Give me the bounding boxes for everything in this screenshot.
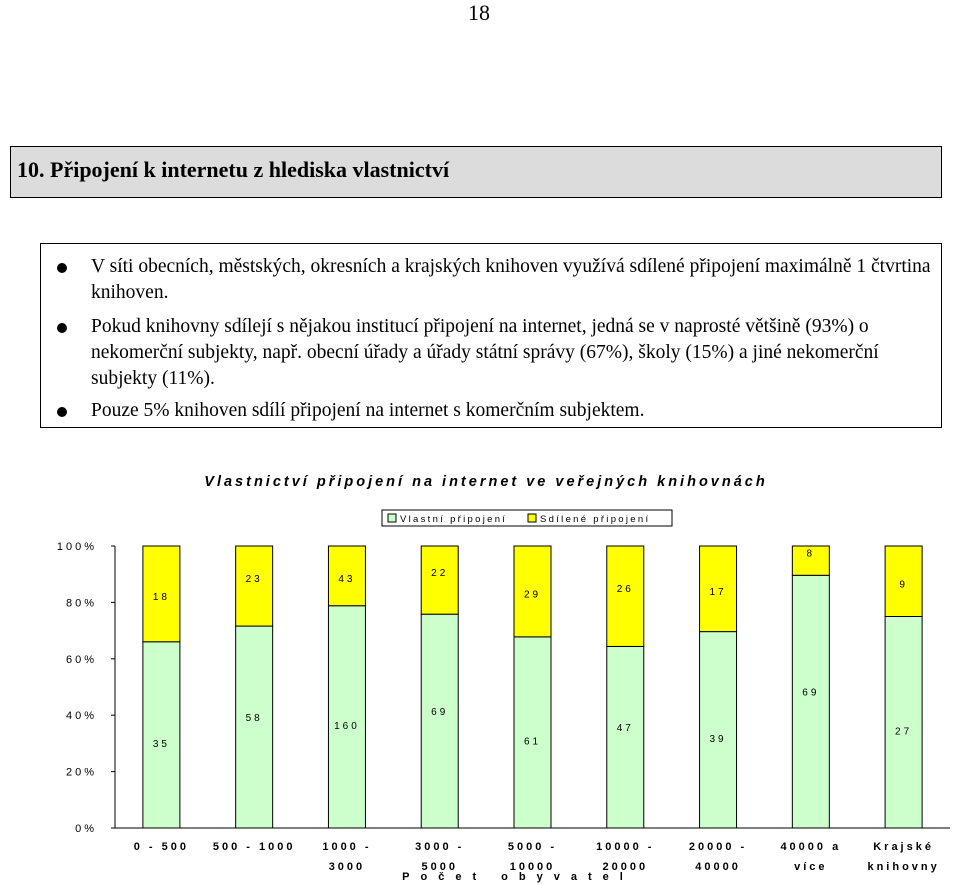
x-tick-label: 3000 - bbox=[415, 841, 465, 853]
bar-own bbox=[328, 606, 365, 828]
x-tick-label: 5000 - bbox=[507, 841, 558, 853]
y-tick-label: 80% bbox=[65, 597, 97, 610]
bar-own bbox=[700, 632, 737, 828]
x-tick-label: Krajské bbox=[873, 841, 934, 853]
legend-label: Vlastní připojení bbox=[400, 514, 508, 525]
bar-own bbox=[792, 575, 829, 828]
section-heading: 10. Připojení k internetu z hlediska vlastnictví bbox=[17, 157, 450, 182]
data-label-shared: 29 bbox=[523, 589, 542, 601]
legend-swatch bbox=[528, 514, 536, 522]
bar-shared bbox=[421, 546, 458, 614]
data-label-own: 47 bbox=[616, 723, 634, 735]
bar-shared bbox=[607, 546, 644, 646]
x-tick-label: 10000 - bbox=[596, 841, 655, 853]
bullet-icon bbox=[57, 407, 67, 417]
bullet-icon bbox=[57, 263, 67, 273]
bullet-text: V síti obecních, městských, okresních a krajských knihoven využívá sdílené připojení maximálně 1 čtvrtina knihoven. bbox=[91, 256, 931, 303]
y-tick-label: 40% bbox=[65, 710, 97, 723]
data-label-shared: 18 bbox=[152, 591, 170, 603]
legend-label: Sdílené připojení bbox=[540, 514, 651, 525]
bullet-text: Pokud knihovny sdílejí s nějakou institucí připojení na internet, jedná se v naprosté většině (93%) o nekomerční subjekty, např. obecní úřady a úřady státní správy (67%), školy (15%) a jiné nekomerční subjekty (11%). bbox=[91, 316, 879, 389]
data-label-own: 69 bbox=[431, 707, 449, 719]
x-tick-label: 1000 - bbox=[322, 841, 372, 853]
ownership-chart bbox=[0, 440, 960, 885]
data-label-own: 35 bbox=[152, 738, 170, 750]
section-heading-box bbox=[10, 146, 942, 198]
data-label-shared: 26 bbox=[616, 584, 634, 596]
bar-own bbox=[607, 646, 644, 828]
legend-swatch bbox=[388, 514, 396, 522]
data-label-own: 160 bbox=[334, 720, 360, 732]
data-label-own: 61 bbox=[523, 736, 542, 748]
x-tick-label: 500 - 1000 bbox=[212, 841, 296, 853]
bullet-list bbox=[40, 243, 942, 428]
chart-title: Vlastnictví připojení na internet ve veřejných knihovnách bbox=[204, 474, 768, 490]
bullet-text: Pouze 5% knihoven sdílí připojení na internet s komerčním subjektem. bbox=[91, 400, 645, 421]
x-tick-label: 20000 - bbox=[688, 841, 748, 853]
data-label-shared: 9 bbox=[899, 579, 908, 591]
bar-own bbox=[885, 617, 922, 829]
x-tick-label: 0 - 500 bbox=[133, 841, 190, 853]
page-number: 18 bbox=[468, 0, 490, 25]
data-label-shared: 22 bbox=[431, 568, 449, 580]
plot-area bbox=[57, 541, 950, 873]
data-label-shared: 23 bbox=[245, 574, 263, 586]
y-tick-label: 20% bbox=[65, 766, 97, 779]
data-label-own: 39 bbox=[709, 733, 727, 745]
x-tick-label: 20000 bbox=[602, 861, 649, 873]
x-axis-title: Počet obyvatel bbox=[402, 871, 634, 883]
data-label-shared: 8 bbox=[806, 548, 816, 560]
bar-shared bbox=[236, 546, 273, 626]
bar-own bbox=[421, 614, 458, 828]
bar-own bbox=[236, 626, 273, 828]
x-tick-label: 3000 bbox=[328, 861, 366, 873]
bullet-icon bbox=[57, 323, 67, 333]
data-label-shared: 43 bbox=[338, 573, 356, 585]
x-tick-label: 40000 bbox=[695, 861, 741, 873]
x-tick-label: více bbox=[794, 861, 828, 873]
y-tick-label: 60% bbox=[65, 653, 97, 666]
x-tick-label: 40000 a bbox=[780, 841, 842, 853]
x-tick-label: 10000 bbox=[509, 861, 556, 873]
x-tick-label: 5000 bbox=[421, 861, 458, 873]
bar-own bbox=[514, 637, 551, 828]
y-tick-label: 100% bbox=[56, 541, 97, 553]
data-label-shared: 17 bbox=[709, 586, 727, 598]
chart-legend bbox=[382, 510, 672, 526]
x-tick-label: knihovny bbox=[867, 861, 940, 873]
bar-own bbox=[143, 642, 180, 828]
data-label-own: 69 bbox=[802, 687, 820, 699]
data-label-own: 27 bbox=[895, 726, 913, 738]
data-label-own: 58 bbox=[245, 713, 263, 725]
y-tick-label: 0% bbox=[75, 823, 97, 835]
